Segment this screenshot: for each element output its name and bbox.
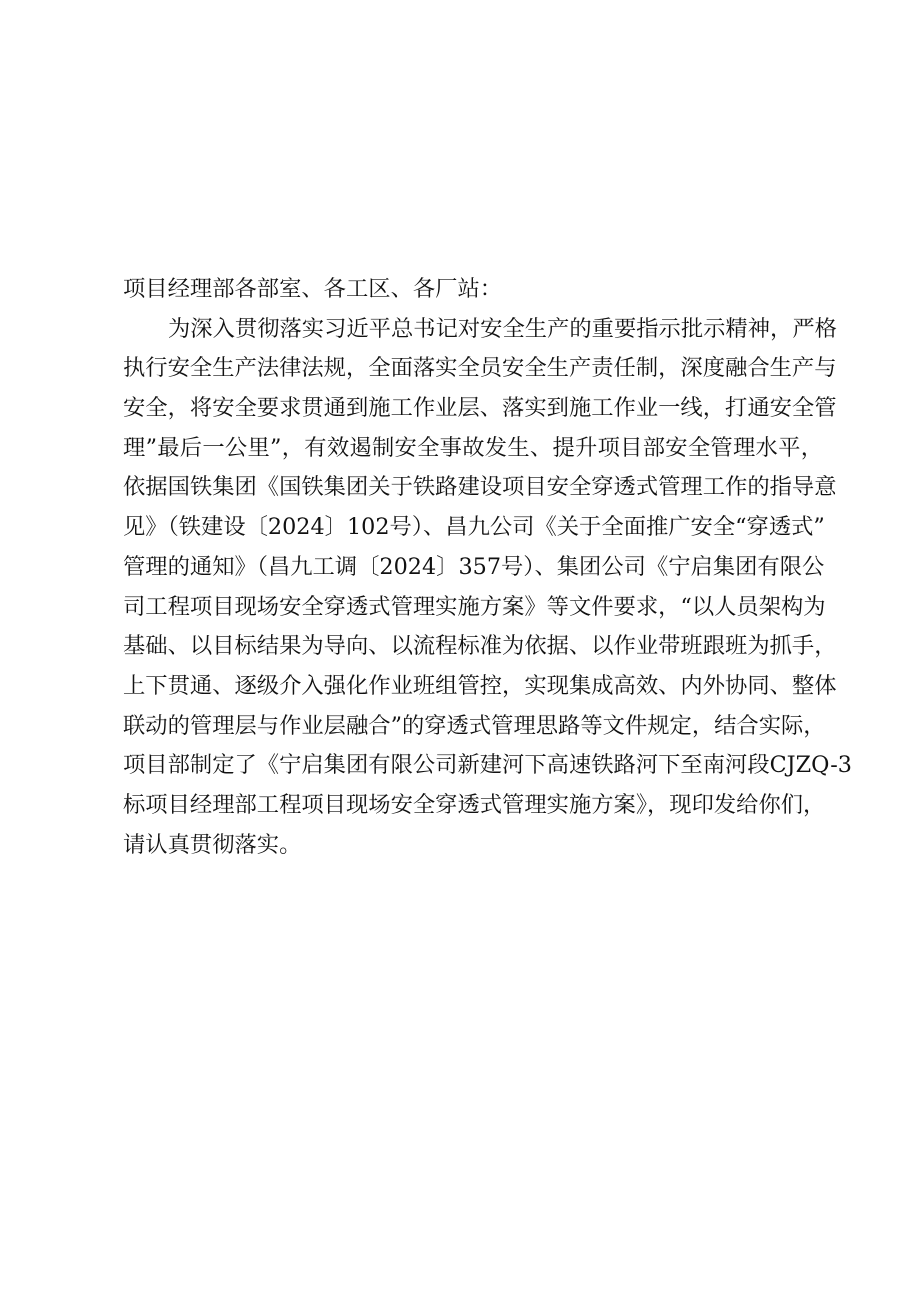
paragraph-line-9: 基础、以目标结果为导向、以流程标准为依据、以作业带班跟班为抓手， (123, 633, 837, 660)
paragraph-line-7: 管理的通知》（昌九工调〔2024〕357号）、集团公司《宁启集团有限公 (123, 553, 825, 580)
paragraph-line-5: 依据国铁集团《国铁集团关于铁路建设项目安全穿透式管理工作的指导意 (123, 474, 837, 501)
paragraph-line-11: 联动的管理层与作业层融合”的穿透式管理思路等文件规定，结合实际， (123, 712, 826, 739)
paragraph-line-8: 司工程项目现场安全穿透式管理实施方案》等文件要求，“以人员架构为 (123, 593, 826, 620)
notice-text (123, 270, 852, 865)
paragraph-line-4: 理”最后一公里”，有效遏制安全事故发生、提升项目部安全管理水平， (123, 434, 823, 461)
paragraph-line-1: 为深入贯彻落实习近平总书记对安全生产的重要指示批示精神，严格 (168, 315, 837, 342)
paragraph-line-6: 见》（铁建设〔2024〕102号）、昌九公司《关于全面推广安全“穿透式” (123, 514, 825, 541)
paragraph-line-13: 标项目经理部工程项目现场安全穿透式管理实施方案》，现印发给你们， (123, 791, 826, 818)
paragraph-line-12: 项目部制定了《宁启集团有限公司新建河下高速铁路河下至南河段CJZQ-3 (123, 752, 852, 779)
salutation: 项目经理部各部室、各工区、各厂站： (123, 276, 503, 302)
paragraph-line-2: 执行安全生产法律法规，全面落实全员安全生产责任制，深度融合生产与 (123, 355, 837, 382)
paragraph-line-3: 安全，将安全要求贯通到施工作业层、落实到施工作业一线，打通安全管 (123, 395, 837, 422)
paragraph-line-14: 请认真贯彻落实。 (123, 831, 302, 858)
paragraph-line-10: 上下贯通、逐级介入强化作业班组管控，实现集成高效、内外协同、整体 (123, 672, 837, 699)
